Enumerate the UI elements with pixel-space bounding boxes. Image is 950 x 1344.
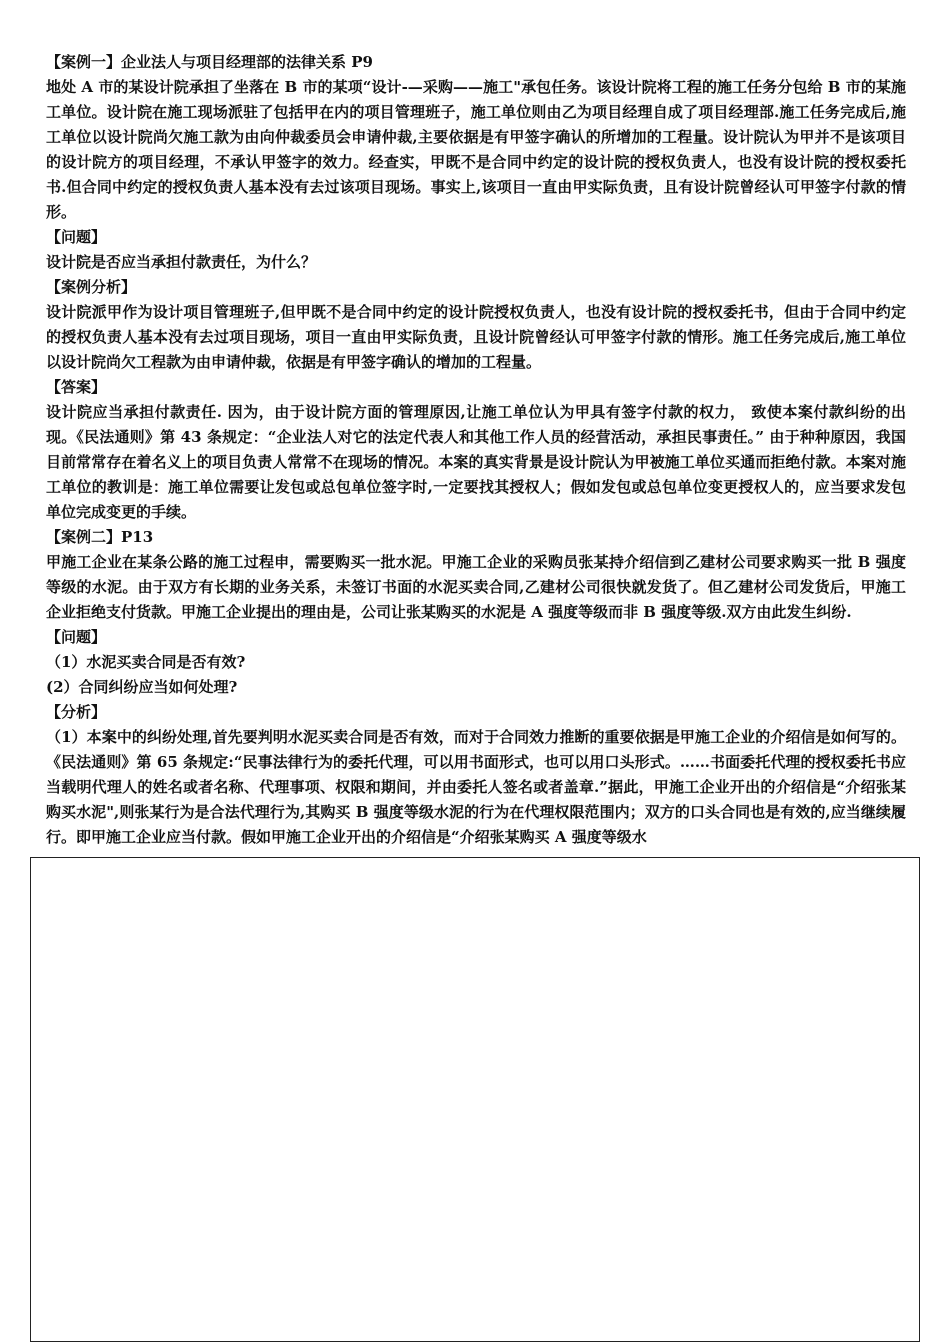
case1-heading: 【案例一】企业法人与项目经理部的法律关系 P9: [46, 53, 373, 71]
case1-answer-label: 【答案】: [46, 378, 107, 396]
case2-question-2: (2）合同纠纷应当如何处理?: [46, 678, 238, 696]
case2-heading: 【案例二】P13: [46, 528, 154, 546]
case2-question-label: 【问题】: [46, 628, 107, 646]
case1-analysis: 设计院派甲作为设计项目管理班子,但甲既不是合同中约定的设计院授权负责人，也没有设计院的授权委托书，但由于合同中约定的授权负责人基本没有去过项目现场，项目一直由甲实际负责，且设计院曾经认可甲签字付款的情形。施工任务完成后,施工单位以设计院尚欠工程款为由申请仲裁，依据是有甲签字确认的增加的工程量。: [46, 303, 906, 371]
case1-analysis-label: 【案例分析】: [46, 278, 137, 296]
blank-overlay-box: [30, 857, 920, 1342]
case2-body: 甲施工企业在某条公路的施工过程申，需要购买一批水泥。甲施工企业的采购员张某持介绍信到乙建材公司要求购买一批 B 强度等级的水泥。由于双方有长期的业务关系，未签订书面的水泥买卖合同,乙建材公司很快就发货了。但乙建材公司发货后，甲施工企业拒绝支付货款。甲施工企业提出的理由是，公司让张某购买的水泥是 A 强度等级而非 B 强度等级.双方由此发生纠纷.: [46, 553, 906, 621]
case1-question-label: 【问题】: [46, 228, 107, 246]
case1-body: 地处 A 市的某设计院承担了坐落在 B 市的某项“设计-—采购——施工"承包任务。该设计院将工程的施工任务分包给 B 市的某施工单位。设计院在施工现场派驻了包括甲在内的项目管理班子，施工单位则由乙为项目经理自成了项目经理部.施工任务完成后,施工单位以设计院尚欠施工款为由向仲裁委员会申请仲裁,主要依据是有甲签字确认的所增加的工程量。设计院认为甲并不是该项目的设计院方的项目经理，不承认甲签字的效力。经查实，甲既不是合同中约定的设计院的授权负责人，也没有设计院的授权委托书.但合同中约定的授权负责人基本没有去过该项目现场。事实上,该项目一直由甲实际负责，且有设计院曾经认可甲签字付款的情形。: [46, 78, 906, 221]
case2-question-1: （1）水泥买卖合同是否有效?: [46, 653, 246, 671]
case1-question: 设计院是否应当承担付款责任，为什么？: [46, 253, 317, 271]
document-body: [46, 50, 906, 850]
case2-analysis: （1）本案中的纠纷处理,首先要判明水泥买卖合同是否有效，而对于合同效力推断的重要依据是甲施工企业的介绍信是如何写的。《民法通则》第 65 条规定:“民事法律行为的委托代理，可以用书面形式，也可以用口头形式。……书面委托代理的授权委托书应当载明代理人的姓名或者名称、代理事项、权限和期间，并由委托人签名或者盖章.”据此，甲施工企业开出的介绍信是“介绍张某购买水泥",则张某行为是合法代理行为,其购买 B 强度等级水泥的行为在代理权限范围内；双方的口头合同也是有效的,应当继续履行。即甲施工企业应当付款。假如甲施工企业开出的介绍信是“介绍张某购买 A 强度等级水: [46, 728, 906, 846]
case2-analysis-label: 【分析】: [46, 703, 107, 721]
case1-answer: 设计院应当承担付款责任. 因为，由于设计院方面的管理原因,让施工单位认为甲具有签字付款的权力， 致使本案付款纠纷的出现。《民法通则》第 43 条规定：“企业法人对它的法定代表人和其他工作人员的经营活动，承担民事责任。” 由于种种原因，我国目前常常存在着名义上的项目负责人常常不在现场的情况。本案的真实背景是设计院认为甲被施工单位买通而拒绝付款。本案对施工单位的教训是：施工单位需要让发包或总包单位签字时,一定要找其授权人；假如发包或总包单位变更授权人的，应当要求发包单位完成变更的手续。: [46, 403, 906, 521]
